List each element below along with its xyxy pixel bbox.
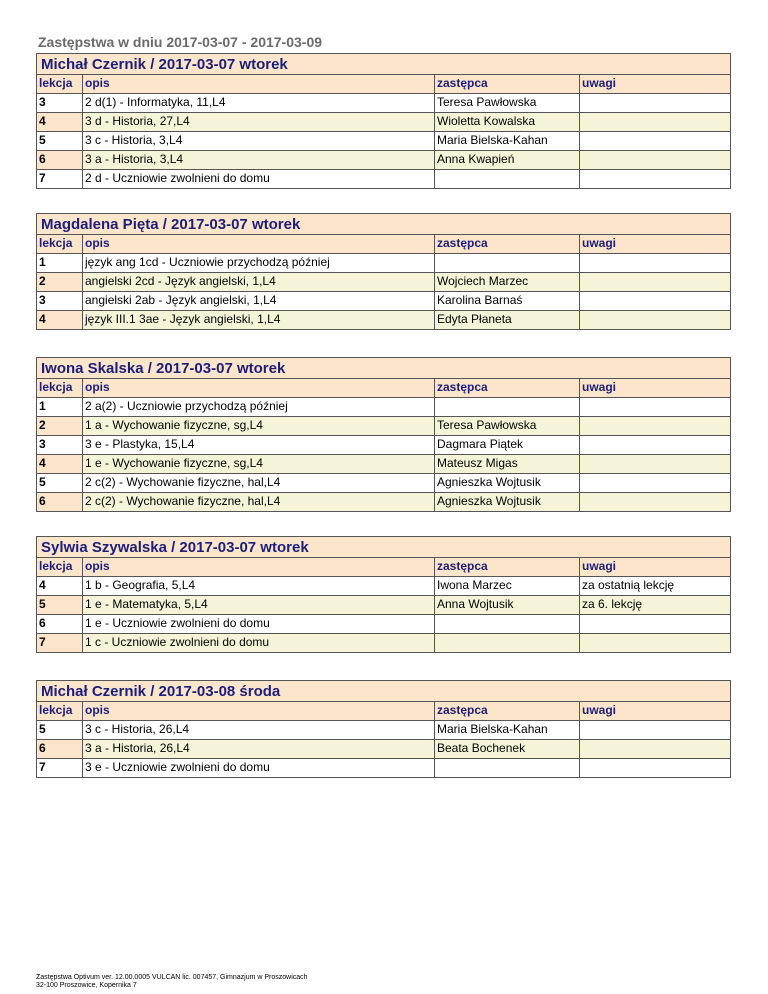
block-title: Sylwia Szywalska / 2017-03-07 wtorek	[37, 537, 730, 558]
cell-uwagi: za ostatnią lekcję	[580, 577, 731, 596]
cell-opis: 1 c - Uczniowie zwolnieni do domu	[83, 634, 435, 653]
cell-lekcja: 6	[37, 151, 83, 170]
cell-lekcja: 6	[37, 615, 83, 634]
table-row	[37, 417, 730, 436]
cell-lekcja: 7	[37, 170, 83, 189]
cell-zastepca	[435, 634, 580, 653]
cell-uwagi	[580, 254, 731, 273]
substitution-block	[36, 357, 731, 512]
cell-uwagi	[580, 436, 731, 455]
cell-zastepca	[435, 170, 580, 189]
table-row	[37, 170, 730, 189]
block-title: Michał Czernik / 2017-03-07 wtorek	[37, 54, 730, 75]
footer-line-1: Zastępstwa Optivum ver. 12.00.0005 VULCAN lic. 007457, Gimnazjum w Proszowicach	[36, 974, 308, 981]
cell-opis: 2 a(2) - Uczniowie przychodzą później	[83, 398, 435, 417]
column-header-zastepca: zastępca	[435, 379, 580, 398]
cell-opis: 1 b - Geografia, 5,L4	[83, 577, 435, 596]
cell-lekcja: 7	[37, 759, 83, 778]
cell-opis: 2 d - Uczniowie zwolnieni do domu	[83, 170, 435, 189]
table-row	[37, 759, 730, 778]
cell-zastepca: Beata Bochenek	[435, 740, 580, 759]
table-header-row	[37, 379, 730, 398]
table-row	[37, 436, 730, 455]
table-row	[37, 151, 730, 170]
cell-opis: angielski 2ab - Język angielski, 1,L4	[83, 292, 435, 311]
table-header-row	[37, 235, 730, 254]
block-title: Magdalena Pięta / 2017-03-07 wtorek	[37, 214, 730, 235]
cell-zastepca: Maria Bielska-Kahan	[435, 132, 580, 151]
cell-zastepca	[435, 254, 580, 273]
cell-lekcja: 4	[37, 455, 83, 474]
cell-zastepca: Karolina Barnaś	[435, 292, 580, 311]
block-title: Michał Czernik / 2017-03-08 środa	[37, 681, 730, 702]
cell-uwagi	[580, 493, 731, 512]
cell-lekcja: 5	[37, 721, 83, 740]
cell-opis: 3 e - Plastyka, 15,L4	[83, 436, 435, 455]
cell-lekcja: 6	[37, 740, 83, 759]
cell-opis: 3 c - Historia, 26,L4	[83, 721, 435, 740]
cell-uwagi	[580, 94, 731, 113]
cell-zastepca: Mateusz Migas	[435, 455, 580, 474]
cell-lekcja: 5	[37, 474, 83, 493]
table-row	[37, 113, 730, 132]
cell-uwagi	[580, 740, 731, 759]
table-row	[37, 474, 730, 493]
column-header-opis: opis	[83, 75, 435, 94]
cell-uwagi	[580, 132, 731, 151]
column-header-zastepca: zastępca	[435, 235, 580, 254]
table-row	[37, 615, 730, 634]
cell-lekcja: 7	[37, 634, 83, 653]
cell-uwagi	[580, 273, 731, 292]
cell-lekcja: 2	[37, 417, 83, 436]
block-title: Iwona Skalska / 2017-03-07 wtorek	[37, 358, 730, 379]
substitution-block	[36, 213, 731, 330]
column-header-zastepca: zastępca	[435, 558, 580, 577]
table-row	[37, 398, 730, 417]
cell-opis: 1 e - Uczniowie zwolnieni do domu	[83, 615, 435, 634]
cell-zastepca	[435, 615, 580, 634]
cell-opis: 3 e - Uczniowie zwolnieni do domu	[83, 759, 435, 778]
cell-uwagi	[580, 151, 731, 170]
cell-uwagi	[580, 311, 731, 330]
cell-opis: 3 a - Historia, 26,L4	[83, 740, 435, 759]
cell-lekcja: 4	[37, 113, 83, 132]
column-header-lekcja: lekcja	[37, 702, 83, 721]
cell-uwagi	[580, 634, 731, 653]
column-header-opis: opis	[83, 558, 435, 577]
cell-uwagi	[580, 759, 731, 778]
column-header-zastepca: zastępca	[435, 75, 580, 94]
column-header-opis: opis	[83, 379, 435, 398]
table-row	[37, 577, 730, 596]
column-header-uwagi: uwagi	[580, 379, 731, 398]
cell-zastepca: Agnieszka Wojtusik	[435, 493, 580, 512]
footer	[36, 974, 308, 990]
substitution-block	[36, 680, 731, 778]
cell-opis: 3 a - Historia, 3,L4	[83, 151, 435, 170]
cell-lekcja: 1	[37, 398, 83, 417]
table-row	[37, 493, 730, 512]
cell-opis: 2 c(2) - Wychowanie fizyczne, hal,L4	[83, 493, 435, 512]
column-header-uwagi: uwagi	[580, 75, 731, 94]
table-row	[37, 292, 730, 311]
cell-uwagi	[580, 398, 731, 417]
cell-opis: angielski 2cd - Język angielski, 1,L4	[83, 273, 435, 292]
cell-uwagi: za 6. lekcję	[580, 596, 731, 615]
table-row	[37, 455, 730, 474]
table-row	[37, 132, 730, 151]
cell-zastepca: Anna Wojtusik	[435, 596, 580, 615]
substitution-block	[36, 536, 731, 653]
cell-zastepca: Edyta Płaneta	[435, 311, 580, 330]
table-row	[37, 94, 730, 113]
page-title: Zastępstwa w dniu 2017-03-07 - 2017-03-09	[38, 34, 323, 50]
cell-uwagi	[580, 721, 731, 740]
column-header-opis: opis	[83, 235, 435, 254]
cell-opis: 2 d(1) - Informatyka, 11,L4	[83, 94, 435, 113]
cell-lekcja: 3	[37, 436, 83, 455]
cell-uwagi	[580, 455, 731, 474]
cell-lekcja: 4	[37, 577, 83, 596]
cell-opis: 1 e - Wychowanie fizyczne, sg,L4	[83, 455, 435, 474]
cell-zastepca: Teresa Pawłowska	[435, 94, 580, 113]
cell-lekcja: 3	[37, 292, 83, 311]
cell-opis: język ang 1cd - Uczniowie przychodzą później	[83, 254, 435, 273]
table-row	[37, 254, 730, 273]
cell-zastepca	[435, 398, 580, 417]
table-header-row	[37, 558, 730, 577]
cell-zastepca: Anna Kwapień	[435, 151, 580, 170]
column-header-lekcja: lekcja	[37, 235, 83, 254]
cell-lekcja: 5	[37, 596, 83, 615]
cell-zastepca: Teresa Pawłowska	[435, 417, 580, 436]
table-header-row	[37, 75, 730, 94]
cell-lekcja: 1	[37, 254, 83, 273]
cell-lekcja: 4	[37, 311, 83, 330]
cell-lekcja: 3	[37, 94, 83, 113]
column-header-lekcja: lekcja	[37, 379, 83, 398]
table-header-row	[37, 702, 730, 721]
column-header-uwagi: uwagi	[580, 235, 731, 254]
cell-opis: 1 e - Matematyka, 5,L4	[83, 596, 435, 615]
table-row	[37, 596, 730, 615]
column-header-opis: opis	[83, 702, 435, 721]
footer-line-2: 32-100 Proszowice, Kopernika 7	[36, 982, 137, 989]
cell-lekcja: 2	[37, 273, 83, 292]
cell-uwagi	[580, 417, 731, 436]
table-row	[37, 634, 730, 653]
substitution-table	[37, 558, 730, 652]
column-header-zastepca: zastępca	[435, 702, 580, 721]
cell-zastepca: Agnieszka Wojtusik	[435, 474, 580, 493]
table-row	[37, 721, 730, 740]
cell-zastepca	[435, 759, 580, 778]
cell-uwagi	[580, 292, 731, 311]
table-row	[37, 273, 730, 292]
cell-zastepca: Maria Bielska-Kahan	[435, 721, 580, 740]
column-header-lekcja: lekcja	[37, 558, 83, 577]
cell-opis: język III.1 3ae - Język angielski, 1,L4	[83, 311, 435, 330]
cell-opis: 3 d - Historia, 27,L4	[83, 113, 435, 132]
substitution-block	[36, 53, 731, 189]
table-row	[37, 740, 730, 759]
cell-opis: 3 c - Historia, 3,L4	[83, 132, 435, 151]
substitution-table	[37, 235, 730, 329]
column-header-lekcja: lekcja	[37, 75, 83, 94]
table-row	[37, 311, 730, 330]
substitution-table	[37, 702, 730, 777]
cell-opis: 2 c(2) - Wychowanie fizyczne, hal,L4	[83, 474, 435, 493]
cell-lekcja: 6	[37, 493, 83, 512]
substitution-table	[37, 379, 730, 511]
cell-zastepca: Wojciech Marzec	[435, 273, 580, 292]
cell-uwagi	[580, 615, 731, 634]
cell-zastepca: Wioletta Kowalska	[435, 113, 580, 132]
cell-lekcja: 5	[37, 132, 83, 151]
cell-uwagi	[580, 170, 731, 189]
cell-zastepca: Iwona Marzec	[435, 577, 580, 596]
cell-opis: 1 a - Wychowanie fizyczne, sg,L4	[83, 417, 435, 436]
substitution-table	[37, 75, 730, 188]
column-header-uwagi: uwagi	[580, 702, 731, 721]
column-header-uwagi: uwagi	[580, 558, 731, 577]
cell-uwagi	[580, 113, 731, 132]
cell-zastepca: Dagmara Piątek	[435, 436, 580, 455]
cell-uwagi	[580, 474, 731, 493]
